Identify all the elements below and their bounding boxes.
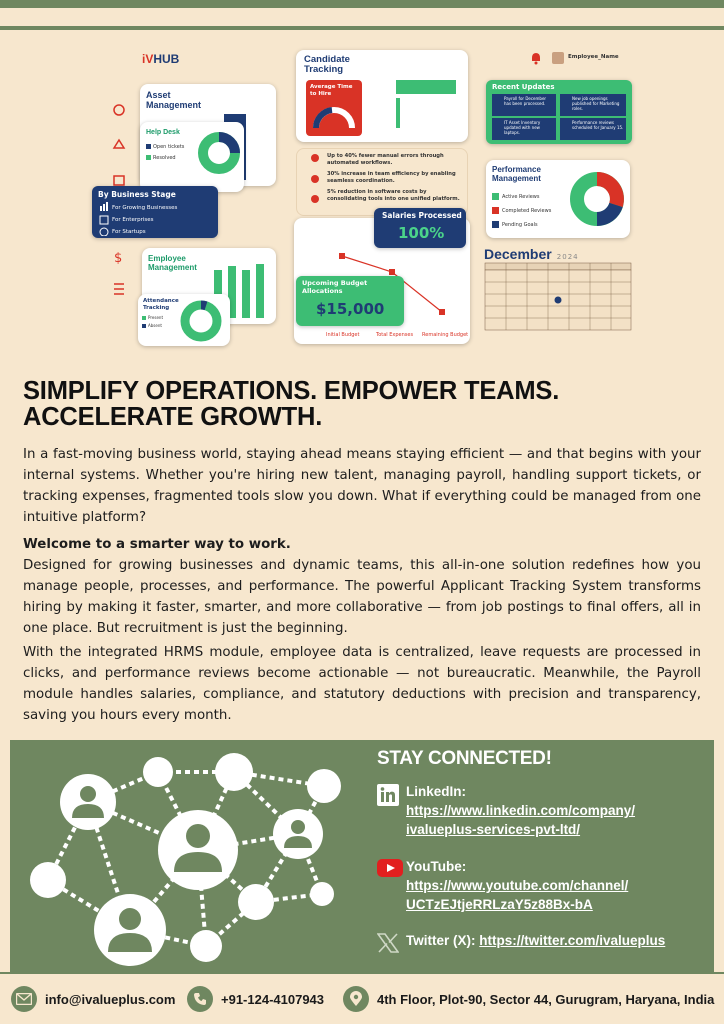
twitter-block <box>377 931 665 950</box>
avatar[interactable] <box>552 52 564 64</box>
performance-management-card: Performance Management Active Reviews Completed Reviews Pending Goals <box>486 160 630 238</box>
twitter-label: Twitter (X): <box>406 933 476 948</box>
linkedin-link-line-2[interactable]: ivalueplus-services-pvt-ltd/ <box>406 822 581 837</box>
email-text[interactable]: info@ivalueplus.com <box>45 991 176 1007</box>
address-text: 4th Floor, Plot-90, Sector 44, Gurugram, Haryana, India <box>377 991 715 1007</box>
location-pin-icon <box>343 986 369 1012</box>
footer-divider <box>0 972 724 974</box>
youtube-link-line-1[interactable]: https://www.youtube.com/channel/ <box>406 878 629 893</box>
x-twitter-icon[interactable] <box>377 933 399 953</box>
stay-connected-panel <box>10 740 714 972</box>
stats-card: Up to 40% fewer manual errors through automated workflows. 30% increase in team efficiency by enabling seamless coordination. 5% reduction in software costs by consolidating tools into one unified platform. <box>296 148 468 216</box>
phone-icon <box>187 986 213 1012</box>
youtube-icon[interactable] <box>377 859 403 877</box>
youtube-link-line-2[interactable]: UCTzEJtjeRRLzaY5z88Bx-bA <box>406 897 593 912</box>
top-accent-bar <box>0 0 724 8</box>
intro-paragraph: In a fast-moving business world, staying ahead means staying efficient — and that begins with your internal systems. Whether you're hiring new talent, managing payroll, handling support tickets, or tracking expenses, fragmented tools slow you down. What if everything could be managed from one intuitive platform? <box>23 447 701 525</box>
salaries-processed-card: Salaries Processed 100% <box>374 208 466 248</box>
linkedin-link-line-1[interactable]: https://www.linkedin.com/company/ <box>406 803 636 818</box>
twitter-link[interactable]: https://twitter.com/ivalueplus <box>479 933 666 948</box>
address-contact <box>343 985 714 1013</box>
attendance-card: Attendance Tracking Present Absent <box>138 294 230 346</box>
top-accent-line <box>0 26 724 30</box>
youtube-label: YouTube: <box>406 859 467 874</box>
candidate-tracking-card: Candidate Tracking Average Time to Hire <box>296 50 468 142</box>
headline: SIMPLIFY OPERATIONS. EMPOWER TEAMS. ACCELERATE GROWTH. <box>23 377 560 431</box>
recent-updates-card: Recent Updates Payroll for December has been processed. New job openings published for Marketing roles. IT Asset Inventory updated with new laptops. Performance reviews scheduled for January 15. <box>486 80 632 144</box>
business-stage-card: By Business Stage For Growing Businesses For Enterprises For Startups <box>92 186 218 238</box>
linkedin-label: LinkedIn: <box>406 784 466 799</box>
employee-name: Employee_Name <box>568 54 619 60</box>
ivhub-logo: iVHUB <box>142 52 180 66</box>
phone-contact[interactable] <box>187 985 324 1013</box>
help-desk-card: Help Desk Open tickets Resolved <box>140 122 244 192</box>
upcoming-budget-card: Upcoming Budget Allocations $15,000 <box>296 276 404 326</box>
hrms-paragraph: With the integrated HRMS module, employee data is centralized, leave requests are processed in clicks, and performance reviews become actionable — not bureaucratic. Meanwhile, the Payroll module handles salaries, compliance, and statutory deductions with precision and transparency, saving you hours every month. <box>23 645 701 723</box>
mail-icon <box>11 986 37 1012</box>
dashboard-collage <box>84 40 644 350</box>
linkedin-block <box>377 782 635 839</box>
network-people-illustration <box>10 740 360 972</box>
asset-management-card: Asset Management <box>140 84 276 186</box>
youtube-block <box>377 857 628 914</box>
budget-chart-card: Initial Budget Total Expenses Remaining Budget <box>294 218 470 344</box>
welcome-paragraph: Designed for growing businesses and dynamic teams, this all-in-one solution redefines how you manage people, processes, and performance. The powerful Applicant Tracking System transforms hiring by making it faster, smarter, and more collaborative — from job postings to final offers, all in one place. But recruitment is just the beginning. <box>23 558 701 636</box>
svg-text:$: $ <box>114 251 123 266</box>
stay-connected-heading: STAY CONNECTED! <box>377 748 552 769</box>
calendar: December 2024 <box>484 244 634 340</box>
email-contact[interactable] <box>11 985 175 1013</box>
employee-management-card: Employee Management <box>142 248 276 324</box>
linkedin-icon[interactable] <box>377 784 399 806</box>
phone-text[interactable]: +91-124-4107943 <box>221 991 325 1007</box>
welcome-heading: Welcome to a smarter way to work. <box>23 537 291 552</box>
